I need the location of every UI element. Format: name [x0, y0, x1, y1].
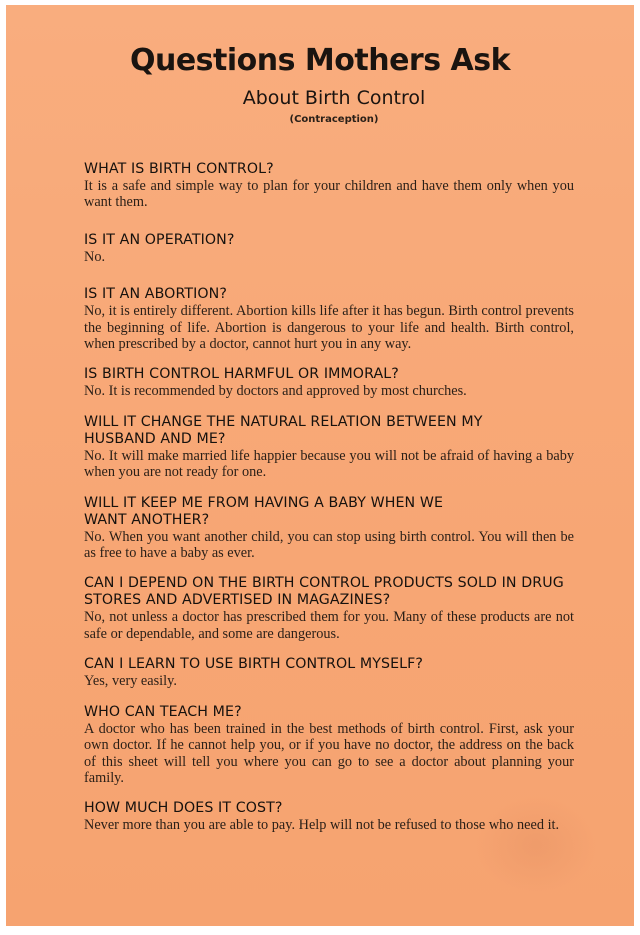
question: WHO CAN TEACH ME? [84, 703, 242, 720]
question: WHAT IS BIRTH CONTROL? [84, 161, 274, 177]
question: IS BIRTH CONTROL HARMFUL OR IMMORAL? [84, 366, 399, 383]
answer: No. [84, 248, 106, 265]
answer: No, it is entirely different. Abortion kills life after it has begun. Birth control prevents the beginning of life. Abortion is dangerous to your life and health. Birth control, when prescribed by a doctor, cannot hurt you in any way. [84, 303, 574, 353]
qa-item [84, 575, 574, 642]
question: HOW MUCH DOES IT COST? [84, 800, 283, 817]
qa-item [84, 366, 574, 399]
qa-item [84, 656, 574, 689]
question: IS IT AN ABORTION? [84, 286, 228, 303]
answer: It is a safe and simple way to plan for your children and have them only when you want them. [84, 178, 574, 211]
qa-item [84, 414, 574, 481]
answer: No. When you want another child, you can stop using birth control. You will then be as free to have a baby as ever. [84, 528, 574, 562]
qa-list [84, 161, 574, 834]
answer: A doctor who has been trained in the best methods of birth control. First, ask your own doctor. If he cannot help you, or if you have no doctor, the address on the back of this sheet will tell you where you can go to see a doctor about planning your family. [84, 720, 574, 786]
qa-item [84, 286, 574, 352]
question: CAN I DEPEND ON THE BIRTH CONTROL PRODUCTS SOLD IN DRUG STORES AND ADVERTISED IN MAGAZINES? [84, 575, 564, 609]
answer: Never more than you are able to pay. Help will not be refused to those who need it. [84, 817, 560, 834]
qa-item [84, 495, 574, 562]
answer: No, not unless a doctor has prescribed them for you. Many of these products are not safe or dependable, and some are dangerous. [84, 609, 574, 642]
qa-item [84, 161, 574, 211]
qa-item [84, 800, 574, 833]
answer: No. It will make married life happier because you will not be afraid of having a baby when you are not ready for one. [84, 447, 574, 481]
qa-item [84, 232, 574, 265]
answer: No. It is recommended by doctors and approved by most churches. [84, 383, 467, 400]
question: CAN I LEARN TO USE BIRTH CONTROL MYSELF? [84, 656, 424, 673]
answer: Yes, very easily. [84, 673, 177, 690]
question: IS IT AN OPERATION? [84, 231, 235, 248]
qa-item [84, 704, 574, 787]
leaflet-page [6, 5, 634, 926]
question: WILL IT KEEP ME FROM HAVING A BABY WHEN WE WANT ANOTHER? [84, 494, 444, 528]
question: WILL IT CHANGE THE NATURAL RELATION BETWEEN MY HUSBAND AND ME? [84, 413, 483, 447]
document-subtitle: About Birth Control [242, 87, 426, 109]
document-title: Questions Mothers Ask [129, 43, 511, 78]
subtitle-note: (Contraception) [289, 114, 379, 125]
